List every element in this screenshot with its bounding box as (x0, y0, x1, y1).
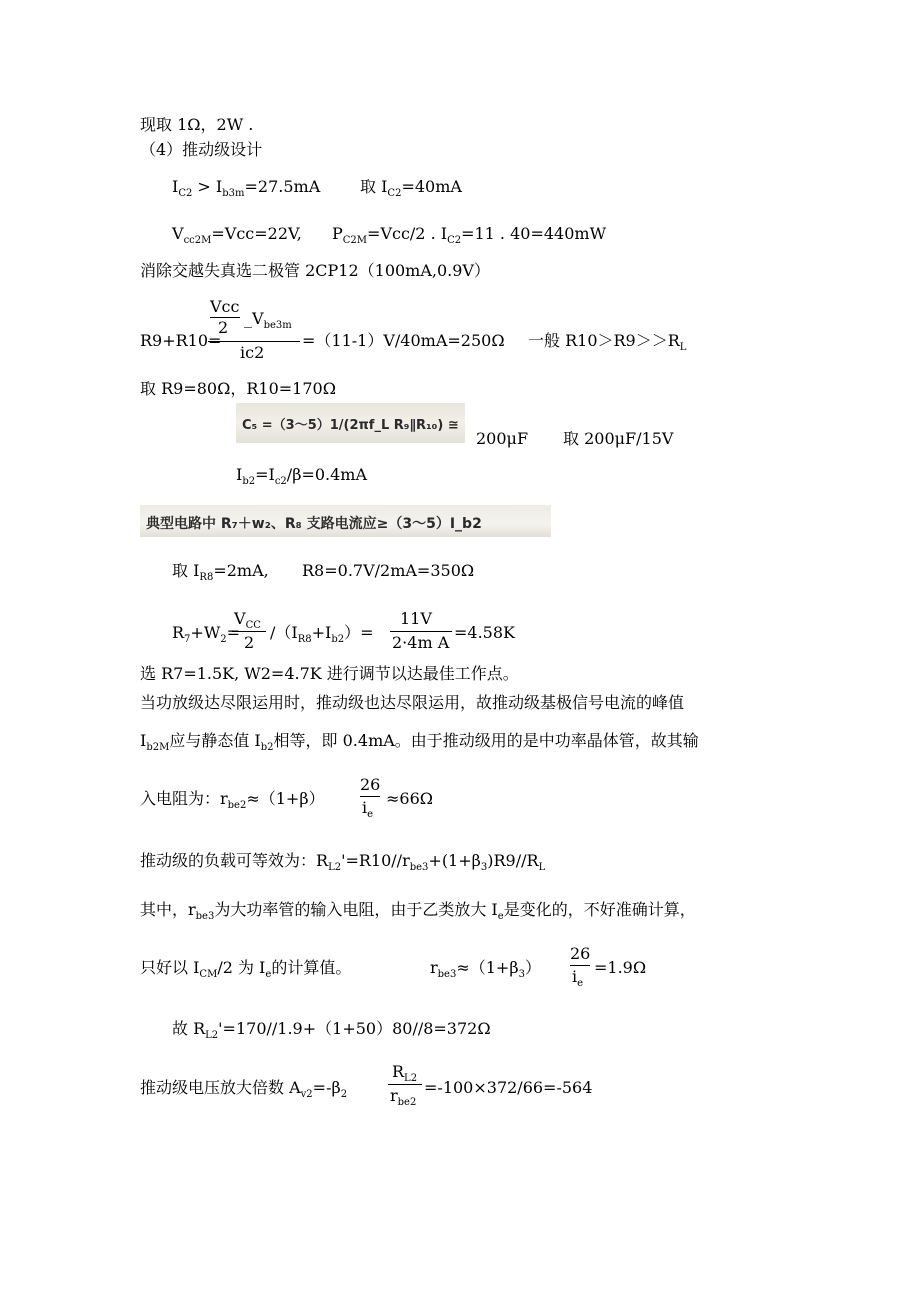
formula-ic2: $I_{C2} > I_{b3m}=27.5mA$ (172, 177, 321, 199)
formula-r7w2-result: =4.58K (454, 623, 515, 642)
formula-r7w2-middle: $/(I_{R8}+I_{b2})=$ (270, 623, 374, 645)
fraction-bar (232, 631, 266, 632)
fraction-bar (388, 1084, 422, 1085)
formula-vcc2m: $V_{cc2M}=Vcc=22V$, (172, 224, 302, 246)
text-paragraph-line-1: 当功放级达尽限运用时，推动级也达尽限运用，故推动级基极信号电流的峰值 (140, 693, 685, 712)
fraction-numerator-rl2: $R_{L2}$ (392, 1062, 418, 1084)
fraction-numerator-26: 26 (570, 944, 591, 963)
formula-av2-result: =-100×372/66=-564 (424, 1078, 593, 1097)
formula-rbe3-result: =1.9Ω (594, 958, 647, 977)
text-line-1: 现取 1Ω，2W . (140, 115, 254, 134)
formula-ir8: 取 $I_{R8}=2mA$, (172, 561, 269, 583)
text-c5-choice: 取 200μF/15V (563, 429, 674, 448)
fraction-denominator-current: 2·4m A (392, 633, 450, 652)
fraction-11v-over-current (390, 610, 452, 658)
section-heading: （4）推动级设计 (140, 140, 263, 159)
fraction-bar (360, 796, 380, 797)
fraction-numerator-vcc: Vcc (210, 297, 240, 316)
formula-rbe3: $r_{be3}\approx(1+\beta_3)$ (430, 958, 541, 980)
fraction-denominator-ie: $i_e$ (362, 798, 374, 820)
formula-rbe2-result: ≈66Ω (386, 789, 434, 808)
fraction-denominator-ic2: ic2 (240, 343, 265, 362)
formula-ic2-choice: 取 $I_{C2}=40mA$ (360, 177, 462, 199)
fraction-numerator-26: 26 (360, 775, 381, 794)
scanned-formula-c5: C₅ =（3～5）1/(2πf_L R₉∥R₁₀) ≅ (236, 403, 465, 443)
formula-rl2-result: 故 $R_{L2}'=170//1.9+(1+50)80//8=372\Omega$ (172, 1019, 491, 1041)
fraction-bar (208, 341, 300, 342)
text-general-relation: 一般 $R10>R9>>R_L$ (528, 331, 687, 353)
fraction-denominator-2: 2 (244, 633, 255, 652)
formula-r9r10-lhs: R9+R10= (140, 331, 222, 350)
fraction-numerator-vcc: $V_{CC}$ (234, 609, 261, 631)
text-paragraph-line-2: $I_{b2M}$应与静态值 $I_{b2}$相等，即 0.4mA。由于推动级用的是中功率晶体管，故其输 (140, 731, 699, 753)
formula-r8: R8=0.7V/2mA=350Ω (302, 561, 475, 580)
formula-ib2: $I_{b2}=I_{c2}/\beta=0.4mA$ (236, 465, 368, 487)
formula-pc2m: $P_{C2M}=Vcc/2$ . $I_{C2}=11$ . 40=440mW (332, 224, 607, 246)
fraction-rl2-over-rbe2 (388, 1063, 424, 1111)
text-c5-value: 200μF (476, 429, 529, 448)
fraction-26-over-ie-2 (570, 945, 592, 991)
fraction-denominator-ie: $i_e$ (572, 967, 584, 989)
formula-r9r10-rhs: =（11-1）V/40mA=250Ω (302, 331, 505, 350)
fraction-r9r10 (208, 298, 303, 362)
fraction-vbe3m: $\_V_{be3m}$ (244, 309, 292, 331)
text-diode-selection: 消除交越失真选二极管 2CP12（100mA,0.9V） (140, 261, 490, 280)
formula-r7w2-lhs: $R_7+W_2=$ (172, 623, 241, 645)
text-paragraph-line-3: 其中，$r_{be3}$为大功率管的输入电阻，由于乙类放大 $I_e$是变化的，不好准确计算， (140, 900, 696, 922)
text-paragraph-line-4: 只好以 $I_{CM}/2$ 为 $I_e$的计算值。 (140, 958, 352, 980)
fraction-bar (570, 965, 590, 966)
formula-rbe2-lhs: 入电阻为：$r_{be2}\approx(1+\beta)$ (140, 789, 325, 811)
fraction-bar (390, 631, 452, 632)
fraction-denominator-rbe2: $r_{be2}$ (390, 1086, 417, 1108)
scanned-text-typical-circuit: 典型电路中 R₇＋w₂、R₈ 支路电流应≥（3～5）I_b2 (140, 505, 551, 537)
formula-rl2-equivalent: 推动级的负载可等效为：$R_{L2}'=R10//r_{be3}+(1+\beta_3)R9//R_L$ (140, 851, 546, 873)
fraction-vcc-over-2 (232, 610, 268, 658)
text-r7-w2-selection: 选 R7=1.5K, W2=4.7K 进行调节以达最佳工作点。 (140, 664, 519, 683)
fraction-26-over-ie (360, 776, 382, 822)
fraction-denominator-2: 2 (218, 318, 229, 337)
text-r9-r10-choice: 取 R9=80Ω，R10=170Ω (140, 379, 336, 398)
formula-av2-lhs: 推动级电压放大倍数 $A_{v2}=-\beta_2$ (140, 1078, 348, 1100)
fraction-numerator-11v: 11V (400, 609, 432, 628)
